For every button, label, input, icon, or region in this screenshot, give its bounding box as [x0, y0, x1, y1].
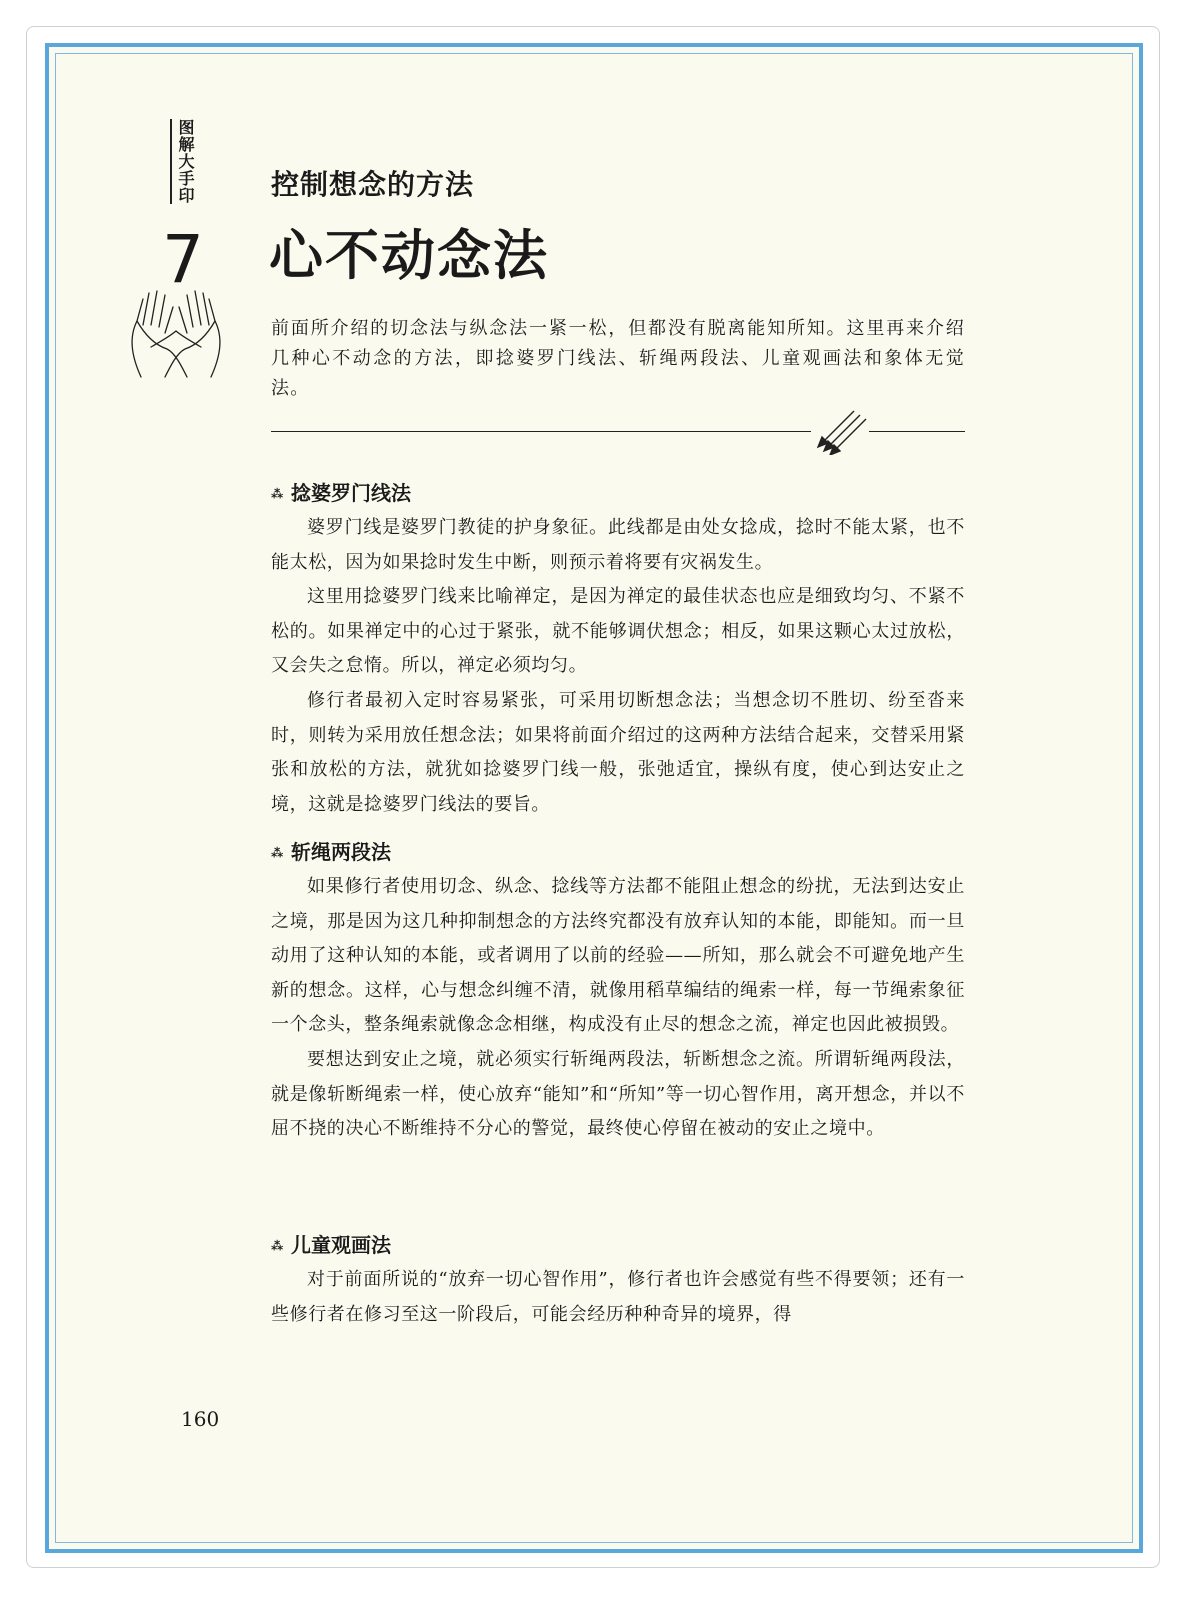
arrows-icon [812, 405, 872, 455]
section-body [271, 870, 965, 1147]
section-marker-icon: ⁂ [271, 1239, 284, 1253]
paragraph: 如果修行者使用切念、纵念、捻线等方法都不能阻止想念的纷扰，无法到达安止之境，那是因为这几种抑制想念的方法终究都没有放弃认知的本能，即能知。而一旦动用了这种认知的本能，或者调用了以前的经验——所知，那么就会不可避免地产生新的想念。这样，心与想念纠缠不清，就像用稻草编结的绳索一样，每一节绳索象征一个念头，整条绳索就像念念相继，构成没有止尽的想念之流，禅定也因此被损毁。 [271, 876, 965, 1036]
section-body [271, 1263, 965, 1332]
section-marker-icon: ⁂ [271, 846, 284, 860]
section-heading-text: 斩绳两段法 [291, 840, 391, 864]
chapter-number: 7 [162, 221, 204, 298]
section-body [271, 511, 965, 822]
section-heading-text: 捻婆罗门线法 [291, 481, 411, 505]
section-heading [271, 839, 391, 865]
subtitle: 控制想念的方法 [271, 168, 475, 201]
divider-line [869, 431, 965, 432]
paragraph: 要想达到安止之境，就必须实行斩绳两段法，斩断想念之流。所谓斩绳两段法，就是像斩断绳索一样，使心放弃“能知”和“所知”等一切心智作用，离开想念，并以不屈不挠的决心不断维持不分心的警觉，最终使心停留在被动的安止之境中。 [271, 1048, 965, 1140]
page-number: 160 [181, 1407, 220, 1431]
section-heading-text: 儿童观画法 [291, 1233, 391, 1257]
paragraph: 对于前面所说的“放弃一切心智作用”，修行者也许会感觉有些不得要领；还有一些修行者在修习至这一阶段后，可能会经历种种奇异的境界，得 [271, 1269, 965, 1325]
paragraph: 修行者最初入定时容易紧张，可采用切断想念法；当想念切不胜切、纷至沓来时，则转为采用放任想念法；如果将前面介绍过的这两种方法结合起来，交替采用紧张和放松的方法，就犹如捻婆罗门线一般，张弛适宜，操纵有度，使心到达安止之境，这就是捻婆罗门线法的要旨。 [271, 689, 965, 815]
book-page [45, 43, 1143, 1553]
section-heading [271, 480, 411, 506]
praying-hands-icon [121, 285, 231, 381]
section-marker-icon: ⁂ [271, 487, 284, 501]
divider-line [271, 431, 811, 432]
paragraph: 这里用捻婆罗门线来比喻禅定，是因为禅定的最佳状态也应是细致均匀、不紧不松的。如果禅定中的心过于紧张，就不能够调伏想念；相反，如果这颗心太过放松，又会失之怠惰。所以，禅定必须均匀。 [271, 586, 965, 677]
intro-paragraph: 前面所介绍的切念法与纵念法一紧一松，但都没有脱离能知所知。这里再来介绍几种心不动念的方法，即捻婆罗门线法、斩绳两段法、儿童观画法和象体无觉法。 [271, 318, 965, 399]
section-heading [271, 1232, 391, 1258]
page-title: 心不动念法 [269, 223, 549, 287]
series-title: 图解大手印 [170, 119, 196, 204]
paragraph: 婆罗门线是婆罗门教徒的护身象征。此线都是由处女捻成，捻时不能太紧，也不能太松，因为如果捻时发生中断，则预示着将要有灾祸发生。 [271, 517, 965, 573]
